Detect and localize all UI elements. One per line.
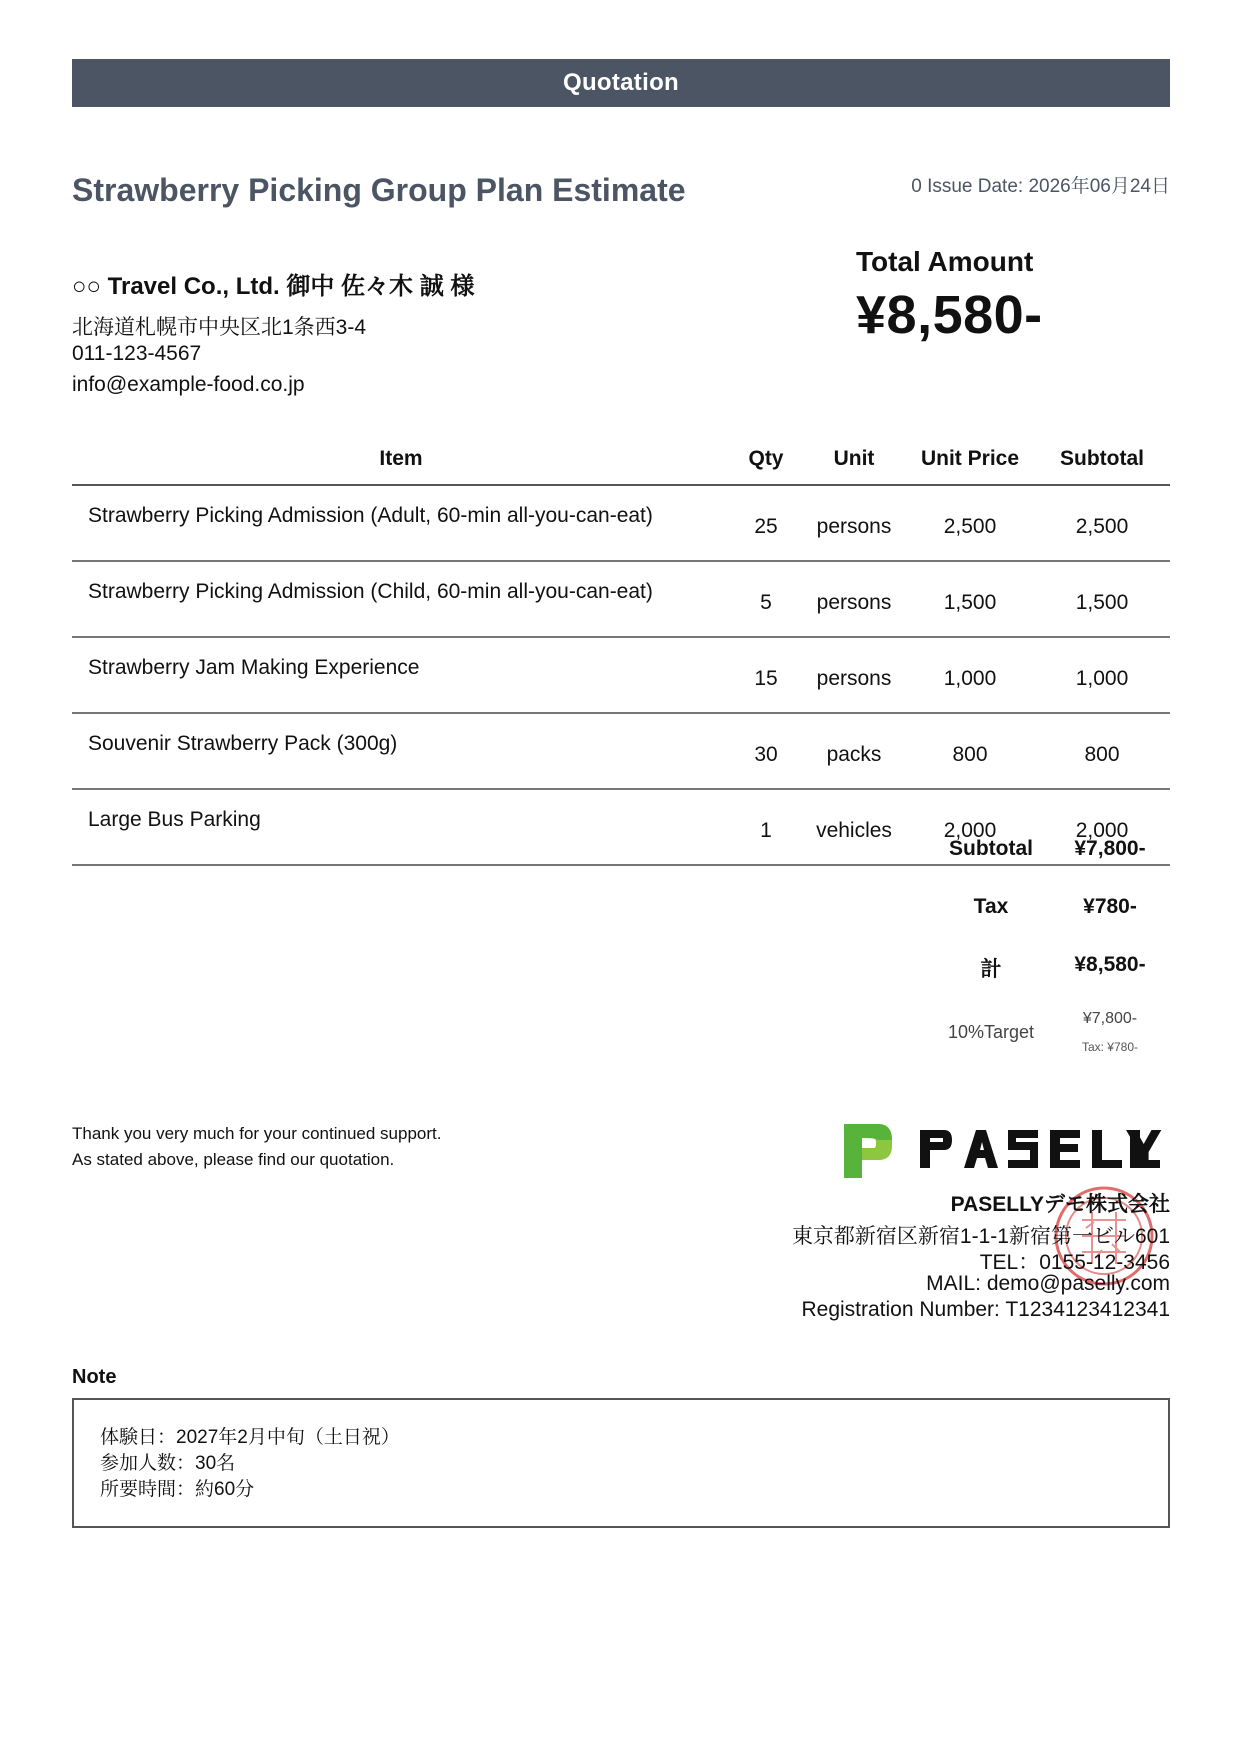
row-subtotal: 800 [1034, 713, 1170, 789]
tax-label: Tax [973, 895, 1009, 918]
row-unit: vehicles [802, 789, 906, 865]
row-subtotal: 1,500 [1034, 561, 1170, 637]
recipient-email: info@example-food.co.jp [72, 373, 305, 396]
row-unit-price: 800 [906, 713, 1034, 789]
thanks-message-line1: Thank you very much for your continued support. [72, 1124, 442, 1143]
header-unit: Unit [802, 434, 906, 485]
row-unit: persons [802, 561, 906, 637]
issue-date: 0 Issue Date: 2026年06月24日 [911, 176, 1170, 197]
recipient-address: 北海道札幌市中央区北1条西3-4 [72, 316, 367, 339]
logo-wordmark [920, 1130, 1161, 1168]
row-unit: persons [802, 637, 906, 713]
total-amount-label: Total Amount [856, 246, 1034, 277]
row-item: Souvenir Strawberry Pack (300g) [72, 713, 730, 789]
row-item: Strawberry Jam Making Experience [72, 637, 730, 713]
note-line: 体験日：2027年2月中旬（土日祝） [100, 1427, 400, 1448]
row-qty: 25 [730, 485, 802, 561]
row-unit-price: 1,500 [906, 561, 1034, 637]
note-line: 所要時間：約60分 [100, 1479, 255, 1500]
table-row [72, 485, 1170, 561]
recipient-name: ○○ Travel Co., Ltd. 御中 佐々木 誠 様 [72, 273, 475, 300]
header-qty: Qty [730, 434, 802, 485]
tax-target-tax: Tax: ¥780- [1081, 1040, 1139, 1054]
row-unit-price: 2,500 [906, 485, 1034, 561]
table-header-row [72, 434, 1170, 485]
row-unit: packs [802, 713, 906, 789]
row-qty: 15 [730, 637, 802, 713]
row-qty: 30 [730, 713, 802, 789]
header-unit-price: Unit Price [906, 434, 1034, 485]
issuer-tel: TEL：0155-12-3456 [979, 1251, 1170, 1274]
table-row [72, 713, 1170, 789]
row-unit-price: 1,000 [906, 637, 1034, 713]
issuer-address: 東京都新宿区新宿1-1-1新宿第一ビル601 [791, 1225, 1170, 1248]
line-items-table [72, 434, 1170, 866]
subtotal-label: Subtotal [949, 837, 1033, 860]
row-qty: 5 [730, 561, 802, 637]
subtotal-value: ¥7,800- [1074, 837, 1146, 860]
document-banner: Quotation [72, 59, 1170, 107]
row-item: Strawberry Picking Admission (Adult, 60-min all-you-can-eat) [72, 485, 730, 561]
issuer-registration: Registration Number: T1234123412341 [801, 1298, 1170, 1321]
table-row [72, 637, 1170, 713]
tax-target-amount: ¥7,800- [1082, 1010, 1138, 1027]
recipient-phone: 011-123-4567 [72, 342, 202, 365]
row-subtotal: 2,500 [1034, 485, 1170, 561]
header-item: Item [72, 434, 730, 485]
paselly-logo [838, 1116, 1170, 1180]
issuer-name: PASELLYデモ株式会社 [950, 1193, 1170, 1216]
document-title: Strawberry Picking Group Plan Estimate [72, 172, 686, 208]
note-label: Note [72, 1366, 117, 1388]
row-item: Strawberry Picking Admission (Child, 60-min all-you-can-eat) [72, 561, 730, 637]
total-amount-value: ¥8,580- [856, 285, 1043, 345]
header-subtotal: Subtotal [1034, 434, 1170, 485]
note-box [72, 1398, 1170, 1528]
row-subtotal: 1,000 [1034, 637, 1170, 713]
grand-total-label: 計 [980, 958, 1002, 981]
thanks-message-line2: As stated above, please find our quotation. [72, 1150, 395, 1169]
row-subtotal: 2,000 [1034, 789, 1170, 865]
note-line: 参加人数：30名 [100, 1453, 236, 1474]
row-unit: persons [802, 485, 906, 561]
issuer-mail: MAIL: demo@paselly.com [926, 1272, 1170, 1295]
row-unit-price: 2,000 [906, 789, 1034, 865]
row-qty: 1 [730, 789, 802, 865]
tax-value: ¥780- [1083, 895, 1137, 918]
tax-target-label: 10%Target [947, 1022, 1035, 1042]
table-row [72, 561, 1170, 637]
row-item: Large Bus Parking [72, 789, 730, 865]
grand-total-value: ¥8,580- [1074, 953, 1146, 976]
